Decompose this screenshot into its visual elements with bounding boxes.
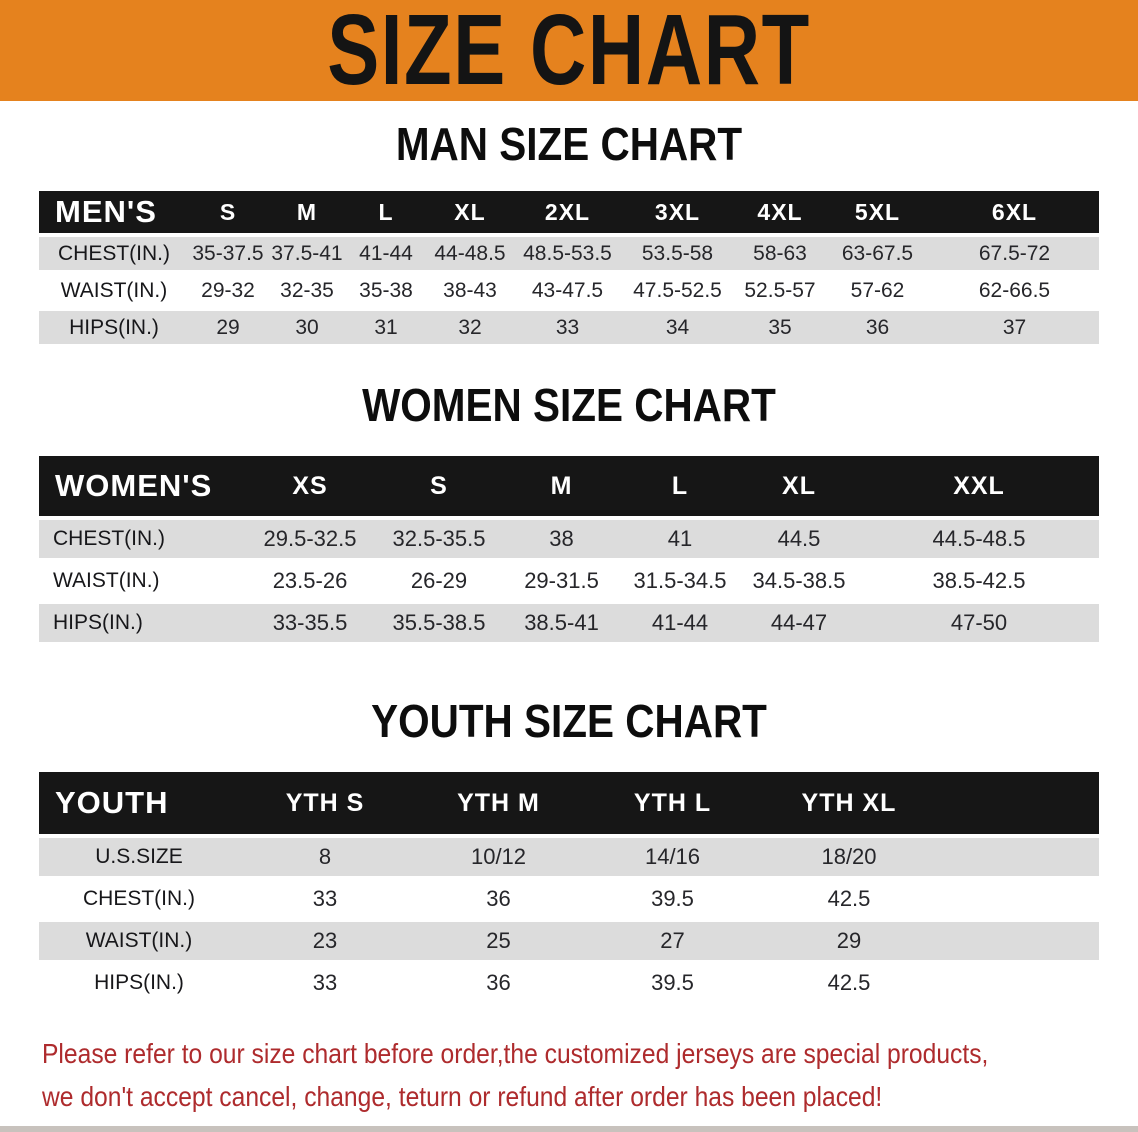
size-value: 35-37.5 bbox=[189, 237, 267, 270]
size-value: 38.5-41 bbox=[502, 604, 621, 642]
size-value: 29-32 bbox=[189, 274, 267, 307]
size-value: 42.5 bbox=[759, 880, 939, 918]
men-col-header: 6XL bbox=[930, 191, 1099, 233]
youth-table-corner: YOUTH bbox=[39, 772, 239, 834]
size-value: 62-66.5 bbox=[930, 274, 1099, 307]
size-value: 44-48.5 bbox=[425, 237, 515, 270]
size-value: 23 bbox=[239, 922, 411, 960]
youth-col-header: YTH S bbox=[239, 772, 411, 834]
size-value: 36 bbox=[411, 964, 586, 1002]
women-col-header: XL bbox=[739, 456, 859, 516]
size-value: 41-44 bbox=[621, 604, 739, 642]
section-men bbox=[0, 118, 1138, 348]
size-value: 32 bbox=[425, 311, 515, 344]
size-value: 63-67.5 bbox=[825, 237, 930, 270]
size-value: 32.5-35.5 bbox=[376, 520, 502, 558]
men-chart-heading: MAN SIZE CHART bbox=[395, 118, 743, 170]
men-chest-row bbox=[39, 237, 1099, 270]
size-value: 33 bbox=[239, 964, 411, 1002]
spacer-cell bbox=[939, 772, 1099, 834]
size-value: 35 bbox=[735, 311, 825, 344]
women-size-table bbox=[39, 452, 1099, 646]
size-value: 67.5-72 bbox=[930, 237, 1099, 270]
size-value: 29.5-32.5 bbox=[244, 520, 376, 558]
size-value: 38 bbox=[502, 520, 621, 558]
youth-header-row bbox=[39, 772, 1099, 834]
size-value: 37.5-41 bbox=[267, 237, 347, 270]
size-value: 52.5-57 bbox=[735, 274, 825, 307]
youth-col-header: YTH M bbox=[411, 772, 586, 834]
size-value: 35.5-38.5 bbox=[376, 604, 502, 642]
women-col-header: S bbox=[376, 456, 502, 516]
disclaimer-line-1: Please refer to our size chart before order,the customized jerseys are special products, bbox=[42, 1038, 989, 1069]
men-col-header: 2XL bbox=[515, 191, 620, 233]
size-value: 27 bbox=[586, 922, 759, 960]
size-value: 10/12 bbox=[411, 838, 586, 876]
size-value: 23.5-26 bbox=[244, 562, 376, 600]
size-value: 14/16 bbox=[586, 838, 759, 876]
size-value: 36 bbox=[411, 880, 586, 918]
women-header-row bbox=[39, 456, 1099, 516]
youth-ussize-row bbox=[39, 838, 1099, 876]
size-value: 36 bbox=[825, 311, 930, 344]
women-col-header: L bbox=[621, 456, 739, 516]
women-col-header: XXL bbox=[859, 456, 1099, 516]
youth-chest-row bbox=[39, 880, 1099, 918]
women-col-header: M bbox=[502, 456, 621, 516]
men-col-header: 5XL bbox=[825, 191, 930, 233]
men-waist-row bbox=[39, 274, 1099, 307]
youth-chart-heading: YOUTH SIZE CHART bbox=[371, 695, 767, 747]
size-value: 47-50 bbox=[859, 604, 1099, 642]
spacer-cell bbox=[939, 880, 1099, 918]
size-value: 58-63 bbox=[735, 237, 825, 270]
size-value: 26-29 bbox=[376, 562, 502, 600]
section-women bbox=[0, 379, 1138, 646]
disclaimer-note bbox=[42, 1032, 1006, 1119]
men-col-header: 4XL bbox=[735, 191, 825, 233]
women-waist-row bbox=[39, 562, 1099, 600]
size-value: 48.5-53.5 bbox=[515, 237, 620, 270]
women-chest-row bbox=[39, 520, 1099, 558]
size-value: 25 bbox=[411, 922, 586, 960]
men-header-row bbox=[39, 191, 1099, 233]
women-chart-heading: WOMEN SIZE CHART bbox=[362, 379, 776, 431]
size-value: 29 bbox=[189, 311, 267, 344]
size-value: 37 bbox=[930, 311, 1099, 344]
page-title: SIZE CHART bbox=[327, 0, 811, 106]
size-value: 39.5 bbox=[586, 964, 759, 1002]
men-size-table bbox=[39, 187, 1099, 348]
size-value: 38.5-42.5 bbox=[859, 562, 1099, 600]
size-value: 41-44 bbox=[347, 237, 425, 270]
size-value: 39.5 bbox=[586, 880, 759, 918]
row-label: WAIST(IN.) bbox=[39, 562, 244, 600]
youth-hips-row bbox=[39, 964, 1099, 1002]
youth-waist-row bbox=[39, 922, 1099, 960]
women-hips-row bbox=[39, 604, 1099, 642]
youth-col-header: YTH XL bbox=[759, 772, 939, 834]
size-value: 32-35 bbox=[267, 274, 347, 307]
size-value: 42.5 bbox=[759, 964, 939, 1002]
women-col-header: XS bbox=[244, 456, 376, 516]
row-label: CHEST(IN.) bbox=[39, 237, 189, 270]
size-value: 44.5 bbox=[739, 520, 859, 558]
men-col-header: 3XL bbox=[620, 191, 735, 233]
men-table-corner: MEN'S bbox=[39, 191, 189, 233]
row-label: HIPS(IN.) bbox=[39, 604, 244, 642]
size-value: 41 bbox=[621, 520, 739, 558]
spacer-cell bbox=[939, 964, 1099, 1002]
men-col-header: L bbox=[347, 191, 425, 233]
size-value: 35-38 bbox=[347, 274, 425, 307]
size-value: 53.5-58 bbox=[620, 237, 735, 270]
banner bbox=[0, 0, 1138, 106]
youth-col-header: YTH L bbox=[586, 772, 759, 834]
size-value: 29-31.5 bbox=[502, 562, 621, 600]
spacer-cell bbox=[939, 922, 1099, 960]
size-value: 47.5-52.5 bbox=[620, 274, 735, 307]
size-value: 18/20 bbox=[759, 838, 939, 876]
size-value: 33 bbox=[515, 311, 620, 344]
row-label: WAIST(IN.) bbox=[39, 922, 239, 960]
row-label: CHEST(IN.) bbox=[39, 520, 244, 558]
youth-size-table bbox=[39, 768, 1099, 1006]
bottom-edge-strip bbox=[0, 1126, 1138, 1132]
row-label: WAIST(IN.) bbox=[39, 274, 189, 307]
size-value: 31.5-34.5 bbox=[621, 562, 739, 600]
spacer-cell bbox=[939, 838, 1099, 876]
women-table-corner: WOMEN'S bbox=[39, 456, 244, 516]
men-col-header: S bbox=[189, 191, 267, 233]
size-value: 31 bbox=[347, 311, 425, 344]
section-youth bbox=[0, 695, 1138, 1006]
row-label: HIPS(IN.) bbox=[39, 311, 189, 344]
size-value: 44-47 bbox=[739, 604, 859, 642]
size-value: 33-35.5 bbox=[244, 604, 376, 642]
size-value: 43-47.5 bbox=[515, 274, 620, 307]
disclaimer-line-2: we don't accept cancel, change, teturn or refund after order has been placed! bbox=[42, 1081, 883, 1113]
size-value: 30 bbox=[267, 311, 347, 344]
row-label: HIPS(IN.) bbox=[39, 964, 239, 1002]
row-label: U.S.SIZE bbox=[39, 838, 239, 876]
size-value: 33 bbox=[239, 880, 411, 918]
men-col-header: M bbox=[267, 191, 347, 233]
size-value: 29 bbox=[759, 922, 939, 960]
size-value: 38-43 bbox=[425, 274, 515, 307]
size-value: 44.5-48.5 bbox=[859, 520, 1099, 558]
row-label: CHEST(IN.) bbox=[39, 880, 239, 918]
size-value: 57-62 bbox=[825, 274, 930, 307]
men-hips-row bbox=[39, 311, 1099, 344]
size-value: 8 bbox=[239, 838, 411, 876]
men-col-header: XL bbox=[425, 191, 515, 233]
size-value: 34.5-38.5 bbox=[739, 562, 859, 600]
size-value: 34 bbox=[620, 311, 735, 344]
